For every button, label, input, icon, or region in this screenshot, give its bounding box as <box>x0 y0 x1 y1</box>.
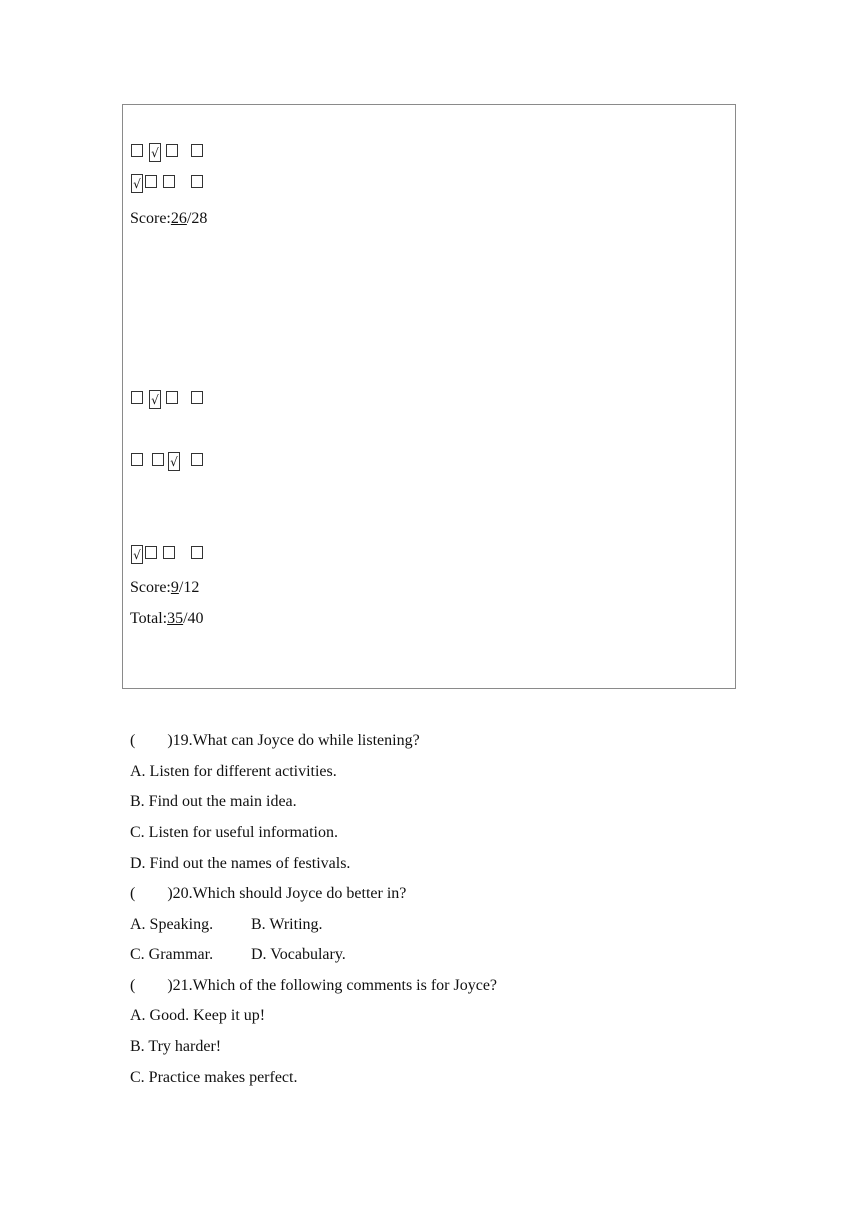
option-b: B. Writing. <box>251 916 323 933</box>
score-line-1 <box>130 209 207 229</box>
question-text: 21.Which of the following comments is for Joyce? <box>172 977 498 994</box>
option-d: D. Vocabulary. <box>251 946 346 963</box>
checkbox[interactable] <box>149 143 161 162</box>
question-21 <box>130 976 497 996</box>
checkbox[interactable] <box>166 391 178 404</box>
checkbox[interactable] <box>145 175 157 188</box>
checkbox[interactable] <box>152 453 164 466</box>
score-value: 26 <box>170 210 187 227</box>
checkbox[interactable] <box>168 452 180 471</box>
score-label: Score: <box>130 579 171 596</box>
checkbox[interactable] <box>191 391 203 404</box>
option-d: D. Find out the names of festivals. <box>130 855 351 872</box>
total-line <box>130 609 204 629</box>
check-mark-icon: √ <box>133 548 141 562</box>
checkbox[interactable] <box>166 144 178 157</box>
checkbox[interactable] <box>191 144 203 157</box>
total-value: 35 <box>167 610 184 627</box>
answer-blank: ( ) <box>130 977 173 994</box>
option-a: A. Listen for different activities. <box>130 763 337 780</box>
check-mark-icon: √ <box>151 146 159 160</box>
question-text: 20.Which should Joyce do better in? <box>172 885 407 902</box>
question-text: 19.What can Joyce do while listening? <box>172 732 420 749</box>
total-max: /40 <box>183 610 204 627</box>
checkbox[interactable] <box>145 546 157 559</box>
checkbox[interactable] <box>191 175 203 188</box>
check-mark-icon: √ <box>170 455 178 469</box>
option-c: C. Listen for useful information. <box>130 824 338 841</box>
score-value: 9 <box>170 579 179 596</box>
check-mark-icon: √ <box>133 177 141 191</box>
answer-blank: ( ) <box>130 732 173 749</box>
checkbox[interactable] <box>131 174 143 193</box>
checkbox[interactable] <box>131 453 143 466</box>
score-label: Score: <box>130 210 171 227</box>
option-a: A. Good. Keep it up! <box>130 1007 266 1024</box>
option-c: C. Grammar. <box>130 946 214 963</box>
question-20 <box>130 884 406 904</box>
option-b: B. Try harder! <box>130 1038 222 1055</box>
checkbox[interactable] <box>149 390 161 409</box>
option-b: B. Find out the main idea. <box>130 793 297 810</box>
checkbox[interactable] <box>163 175 175 188</box>
check-mark-icon: √ <box>151 393 159 407</box>
checkbox[interactable] <box>131 391 143 404</box>
checkbox[interactable] <box>191 546 203 559</box>
checkbox[interactable] <box>131 144 143 157</box>
checkbox[interactable] <box>131 545 143 564</box>
option-a: A. Speaking. <box>130 916 214 933</box>
report-card-box <box>122 104 736 689</box>
checkbox[interactable] <box>191 453 203 466</box>
total-label: Total: <box>130 610 168 627</box>
checkbox[interactable] <box>163 546 175 559</box>
score-line-2 <box>130 578 199 598</box>
score-total: /28 <box>186 210 208 227</box>
answer-blank: ( ) <box>130 885 173 902</box>
option-c: C. Practice makes perfect. <box>130 1069 298 1086</box>
score-total: /12 <box>178 579 200 596</box>
question-19 <box>130 731 420 751</box>
